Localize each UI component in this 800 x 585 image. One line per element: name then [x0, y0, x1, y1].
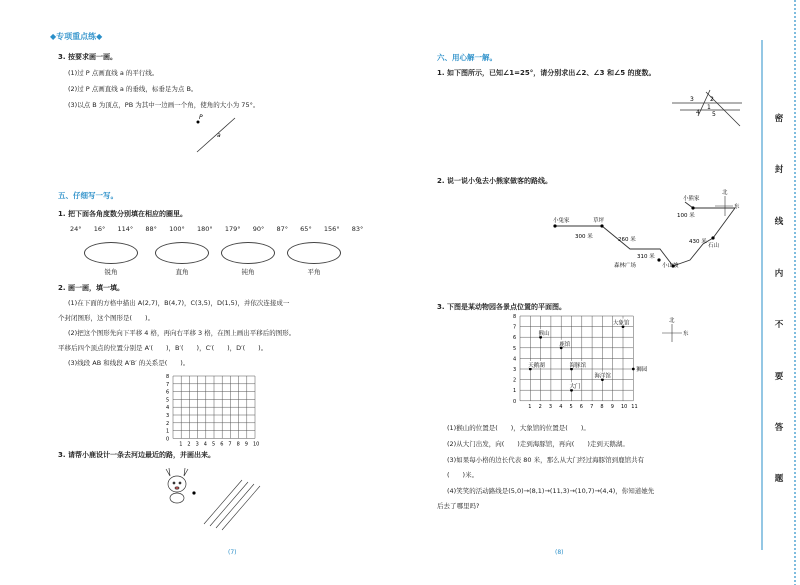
svg-text:北: 北 [722, 190, 728, 196]
r-q1-title: 1. 如下图所示，已知∠1=25°，请分别求出∠2、∠3 和∠5 的度数。 [437, 69, 656, 77]
svg-text:260 米: 260 米 [618, 237, 636, 243]
seal-char-1: 密 [774, 114, 784, 124]
svg-text:1: 1 [707, 104, 711, 111]
straight-oval[interactable] [287, 242, 341, 264]
x-tick: 8 [600, 403, 604, 410]
place-label: 天鹅湖 [528, 363, 545, 369]
svg-text:430 米: 430 米 [689, 239, 707, 245]
x-tick: 1 [528, 403, 532, 410]
y-tick: 4 [513, 356, 517, 363]
badge-text: 专项重点练 [56, 32, 97, 41]
acute-label: 锐角 [104, 268, 118, 276]
svg-text:2: 2 [710, 96, 714, 103]
svg-text:310 米: 310 米 [637, 254, 655, 260]
x-tick: 9 [244, 441, 248, 448]
r-q3-title: 3. 下图是某动物园各景点位置的平面图。 [437, 303, 566, 311]
r-q3-s3: (3)如果每小格的边长代表 80 米，那么从大门经过海豚馆到鹿馆共有 [447, 456, 645, 464]
x-tick: 2 [187, 441, 191, 448]
place-label: 海豚馆 [569, 363, 587, 369]
deer-icon [166, 468, 188, 503]
svg-text:小山坡: 小山坡 [662, 263, 679, 269]
y-tick: 7 [513, 324, 517, 331]
deer-point [192, 491, 195, 494]
right-oval[interactable] [155, 242, 209, 264]
svg-text:东: 东 [683, 331, 689, 337]
place-label: 大门 [569, 384, 581, 391]
q2-line-2: 个封闭图形，这个图形是( )。 [58, 314, 155, 322]
place-label: 海洋馆 [594, 373, 611, 380]
angle-lines-figure [670, 84, 750, 129]
place-label: 鹿馆 [559, 341, 571, 348]
y-tick: 8 [166, 374, 170, 380]
r-q3-s4b: 后去了哪里吗? [437, 502, 480, 510]
acute-oval[interactable] [84, 242, 138, 264]
line-a [197, 118, 235, 152]
y-tick: 6 [513, 335, 517, 342]
q3-item-2: (2)过 P 点画直线 a 的垂线，标垂足为点 B。 [68, 85, 198, 93]
seal-char-7: 答 [774, 423, 784, 433]
x-tick: 1 [179, 441, 183, 448]
section-badge: ◆专项重点练◆ [50, 32, 103, 41]
q3b-title: 3. 请帮小鹿设计一条去河边最近的路，并画出来。 [58, 451, 215, 459]
line-a-figure [185, 110, 245, 160]
y-tick: 7 [166, 381, 170, 388]
x-tick: 7 [228, 441, 232, 448]
svg-text:森林广场: 森林广场 [614, 263, 637, 269]
x-tick: 5 [212, 441, 216, 448]
x-tick: 3 [195, 441, 199, 448]
x-tick: 9 [610, 403, 614, 410]
y-tick: 4 [166, 405, 170, 412]
seal-char-3: 线 [774, 217, 784, 227]
line-a-label: a [217, 132, 221, 139]
seal-char-4: 内 [774, 269, 784, 279]
y-tick: 6 [166, 389, 170, 396]
svg-text:石山: 石山 [708, 243, 720, 249]
svg-text:小兔家: 小兔家 [553, 218, 570, 224]
x-tick: 10 [253, 441, 260, 448]
y-tick: 2 [513, 377, 517, 384]
seal-char-8: 题 [774, 474, 784, 484]
obtuse-oval[interactable] [221, 242, 275, 264]
y-tick: 5 [166, 397, 170, 404]
x-tick: 3 [548, 403, 553, 410]
seal-line-sidebar [759, 0, 800, 585]
section-6-title: 六、用心解一解。 [437, 53, 497, 62]
y-tick: 1 [513, 388, 517, 395]
svg-text:5: 5 [712, 111, 716, 118]
q2-line-5: (3)线段 AB 和线段 A′B′ 的关系是( )。 [68, 359, 190, 367]
r-q3-s4: (4)笑笑的活动路线是(5,0)→(8,1)→(11,3)→(10,7)→(4,4)，你知道她先 [447, 487, 655, 495]
q2-line-4: 平移后四个顶点的位置分别是 A′( )，B′( )，C′( )，D′( )。 [58, 344, 268, 352]
page-number-right: (8) [555, 549, 564, 556]
svg-text:草坪: 草坪 [593, 218, 605, 224]
y-tick: 3 [166, 413, 170, 419]
coordinate-grid[interactable] [165, 372, 265, 448]
seal-char-5: 不 [774, 320, 784, 330]
x-tick: 10 [621, 403, 628, 410]
seal-char-6: 要 [774, 372, 784, 382]
r-q3-s3b: ( )米。 [447, 471, 479, 479]
place-point [632, 368, 635, 371]
y-tick: 3 [513, 367, 517, 373]
q3-item-3: (3)以点 B 为顶点，PB 为其中一边画一个角，使角的大小为 75°。 [68, 101, 260, 109]
q1-title: 1. 把下面各角度数分别填在相应的圈里。 [58, 210, 187, 218]
right-label: 直角 [175, 268, 189, 276]
y-tick: 1 [166, 428, 170, 435]
x-tick: 4 [559, 403, 563, 410]
svg-text:100 米: 100 米 [677, 213, 695, 219]
section-5-title: 五、仔细写一写。 [58, 191, 118, 200]
svg-text:4: 4 [696, 109, 700, 116]
route-map [545, 186, 755, 271]
page-number-left: (7) [228, 549, 237, 556]
river-lines [204, 480, 260, 530]
q3-title: 3. 按要求画一画。 [58, 53, 117, 61]
r-q2-title: 2. 说一说小兔去小熊家做客的路线。 [437, 177, 552, 185]
x-tick: 2 [538, 403, 542, 410]
r-q3-s2: (2)从大门出发，向( )走到海豚馆，再向( )走到天鹅湖。 [447, 440, 629, 448]
svg-text:3: 3 [690, 96, 694, 103]
svg-text:300 米: 300 米 [575, 234, 593, 240]
y-tick: 5 [513, 345, 517, 352]
obtuse-label: 钝角 [241, 268, 255, 276]
straight-label: 平角 [307, 268, 321, 276]
place-label: 狮园 [636, 367, 648, 373]
x-tick: 8 [236, 441, 240, 448]
place-label: 大象馆 [613, 320, 630, 327]
svg-text:小熊家: 小熊家 [683, 196, 700, 202]
deer-river-figure [160, 466, 275, 532]
r-q3-s1: (1)猴山的位置是( )，大象馆的位置是( )。 [447, 424, 590, 432]
x-tick: 7 [590, 403, 594, 410]
q2-title: 2. 画一画，填一填。 [58, 284, 124, 292]
x-tick: 11 [631, 403, 638, 410]
seal-char-2: 封 [774, 165, 784, 175]
zoo-map[interactable] [512, 312, 707, 420]
x-tick: 4 [203, 441, 207, 448]
y-tick: 0 [166, 436, 170, 443]
y-tick: 0 [513, 398, 517, 405]
svg-text:北: 北 [669, 318, 675, 324]
y-tick: 8 [513, 314, 517, 320]
angle-list: 24° 16° 114° 88° 100° 180° 179° 90° 87° 65° 156° 83° [70, 225, 364, 233]
q3-item-1: (1)过 P 点画直线 a 的平行线。 [68, 69, 159, 77]
svg-text:东: 东 [734, 204, 740, 210]
x-tick: 6 [579, 403, 583, 410]
place-label: 猴山 [538, 331, 550, 338]
q2-line-3: (2)把这个图形先向下平移 4 格，再向右平移 3 格，在图上画出平移后的图形。 [68, 329, 296, 337]
x-tick: 5 [569, 403, 573, 410]
q2-line-1: (1)在下面的方格中描出 A(2,7)，B(4,7)，C(3,5)，D(1,5)，并依次连接成一 [68, 299, 290, 307]
point-p-label: P [199, 114, 203, 121]
x-tick: 6 [220, 441, 224, 448]
y-tick: 2 [166, 420, 170, 427]
